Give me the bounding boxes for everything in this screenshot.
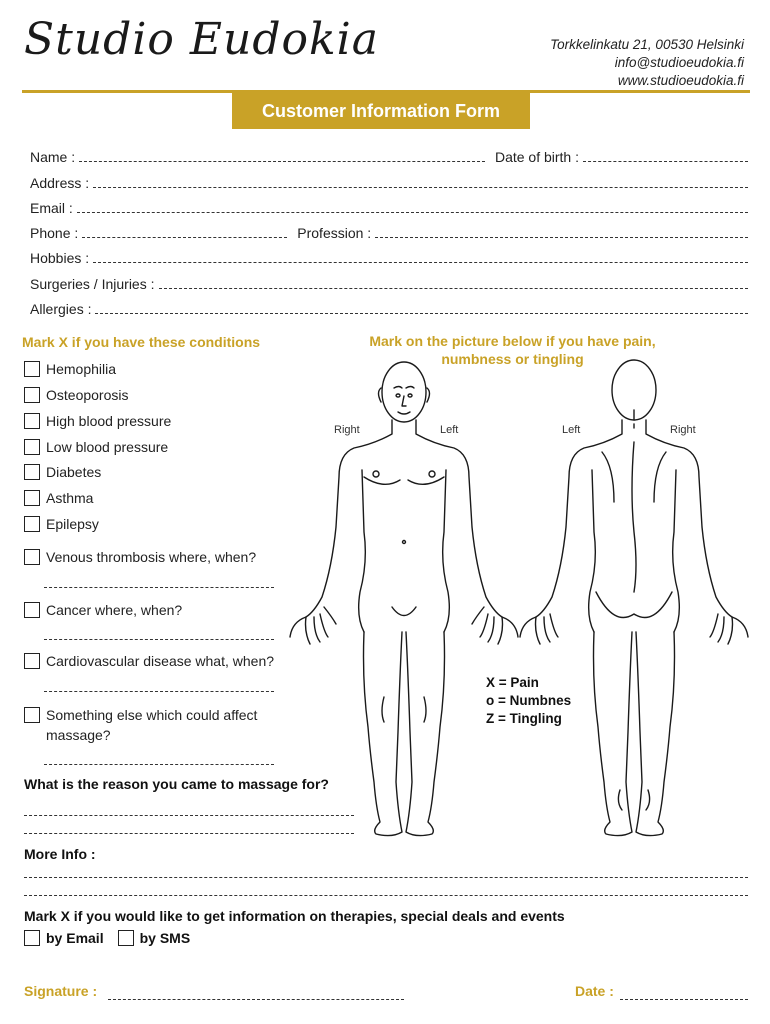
phone-field[interactable]	[82, 225, 287, 238]
date-label: Date :	[575, 983, 614, 999]
contact-info	[550, 36, 744, 90]
legend-pain: X = Pain	[486, 675, 539, 690]
checkbox[interactable]	[24, 707, 40, 723]
row-name-dob	[30, 145, 748, 165]
allergies-label: Allergies :	[30, 301, 92, 317]
checkbox[interactable]	[24, 516, 40, 532]
condition-high-bp[interactable]: High blood pressure	[24, 413, 171, 429]
checkbox[interactable]	[24, 361, 40, 377]
row-hobbies	[30, 246, 748, 266]
dob-label: Date of birth :	[494, 149, 579, 165]
more-info-line-1[interactable]	[24, 876, 748, 878]
signature-field[interactable]	[108, 998, 404, 1000]
sms-option-label: by SMS	[139, 930, 191, 946]
front-body-figure	[290, 362, 518, 836]
row-email	[30, 196, 748, 216]
row-allergies	[30, 297, 748, 317]
conditions-heading: Mark X if you have these conditions	[22, 334, 261, 350]
address-field[interactable]	[93, 175, 748, 188]
email-field[interactable]	[77, 200, 748, 213]
email-option-label: by Email	[46, 930, 104, 946]
more-info-line-2[interactable]	[24, 894, 748, 896]
condition-cardio[interactable]: Cardiovascular disease what, when?	[24, 653, 274, 669]
date-field[interactable]	[620, 998, 748, 1000]
email-text: info@studioeudokia.fi	[614, 55, 744, 70]
checkbox[interactable]	[24, 490, 40, 506]
phone-label: Phone :	[30, 225, 79, 241]
legend-tingling: Z = Tingling	[486, 711, 562, 726]
hobbies-label: Hobbies :	[30, 250, 90, 266]
surgeries-field[interactable]	[159, 276, 749, 289]
other-line-2: massage?	[46, 727, 111, 743]
condition-asthma[interactable]: Asthma	[24, 490, 93, 506]
website-text: www.studioeudokia.fi	[617, 73, 744, 88]
checkbox[interactable]	[24, 387, 40, 403]
sms-checkbox[interactable]	[118, 930, 134, 946]
condition-osteoporosis[interactable]: Osteoporosis	[24, 387, 128, 403]
surgeries-label: Surgeries / Injuries :	[30, 276, 155, 292]
condition-epilepsy[interactable]: Epilepsy	[24, 516, 99, 532]
body-map-legend	[486, 674, 571, 728]
form-title: Customer Information Form	[232, 93, 530, 129]
name-field[interactable]	[79, 149, 485, 162]
body-map-heading: Mark on the picture below if you have pain, numbness or tingling	[369, 333, 656, 367]
checkbox[interactable]	[24, 602, 40, 618]
back-left-label: Left	[562, 424, 581, 436]
row-phone-profession	[30, 221, 748, 241]
checkbox[interactable]	[24, 413, 40, 429]
profession-label: Profession :	[297, 225, 372, 241]
reason-question: What is the reason you came to massage for?	[24, 776, 329, 792]
condition-hemophilia[interactable]: Hemophilia	[24, 361, 116, 377]
reason-line-2[interactable]	[24, 832, 354, 834]
row-address	[30, 171, 748, 191]
allergies-field[interactable]	[95, 301, 748, 314]
profession-field[interactable]	[375, 225, 748, 238]
back-body-figure	[520, 360, 748, 836]
front-left-label: Left	[440, 424, 459, 436]
front-right-label: Right	[334, 424, 360, 436]
checkbox[interactable]	[24, 549, 40, 565]
signature-label: Signature :	[24, 983, 98, 999]
row-surgeries	[30, 272, 748, 292]
name-label: Name :	[30, 149, 76, 165]
condition-cancer[interactable]: Cancer where, when?	[24, 602, 182, 618]
checkbox[interactable]	[24, 439, 40, 455]
legend-numbness: o = Numbnes	[486, 693, 572, 708]
venous-answer-line[interactable]	[44, 586, 274, 588]
condition-venous[interactable]: Venous thrombosis where, when?	[24, 549, 256, 565]
condition-diabetes[interactable]: Diabetes	[24, 464, 101, 480]
cancer-answer-line[interactable]	[44, 638, 274, 640]
condition-low-bp[interactable]: Low blood pressure	[24, 439, 168, 455]
email-checkbox[interactable]	[24, 930, 40, 946]
address-label: Address :	[30, 175, 90, 191]
cardio-answer-line[interactable]	[44, 690, 274, 692]
dob-field[interactable]	[583, 149, 748, 162]
reason-line-1[interactable]	[24, 814, 354, 816]
marketing-question: Mark X if you would like to get information on therapies, special deals and events	[24, 908, 565, 924]
back-right-label: Right	[670, 424, 696, 436]
address-text: Torkkelinkatu 21, 00530 Helsinki	[550, 37, 744, 52]
email-label: Email :	[30, 200, 73, 216]
hobbies-field[interactable]	[93, 250, 748, 263]
checkbox[interactable]	[24, 464, 40, 480]
other-line-1: Something else which could affect	[46, 707, 258, 723]
condition-other[interactable]	[24, 705, 257, 745]
marketing-options	[24, 930, 190, 946]
checkbox[interactable]	[24, 653, 40, 669]
more-info-label: More Info :	[24, 846, 96, 862]
studio-logo: Studio Eudokia	[24, 14, 379, 65]
other-answer-line[interactable]	[44, 763, 274, 765]
